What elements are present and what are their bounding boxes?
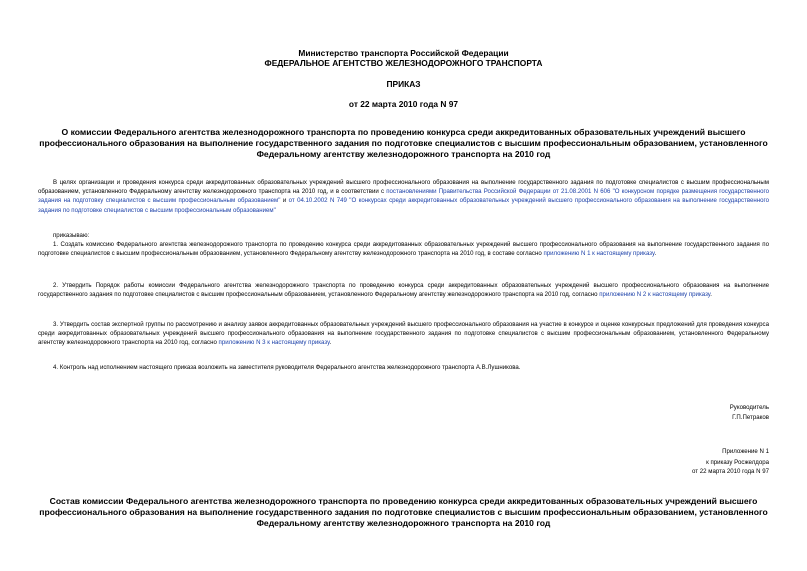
appendix-2-link[interactable]: приложению N 2 к настоящему приказу xyxy=(599,291,711,299)
order-item-text: 1. Создать комиссию Федерального агентства железнодорожного транспорта по проведению конкурса среди аккредитованных образовательных учреждений высшего профессионального образования на выполнение государственного задания по подготовке специалистов с высшим профессиональным образованием, установленного Федеральному агентству железнодорожного транспорта на 2010 год, в составе согласно xyxy=(38,241,769,258)
order-item-text: 2. Утвердить Порядок работы комиссии Федерального агентства железнодорожного транспорта по проведению конкурса среди аккредитованных образовательных учреждений высшего профессионального образования на выполнение государственного задания по подготовке специалистов с высшим профессиональным образованием, установленного Федеральному агентству железнодорожного транспорта на 2010 год, согласно xyxy=(38,282,769,299)
document-date: от 22 марта 2010 года N 97 xyxy=(348,99,459,109)
order-item-end: . xyxy=(654,250,657,258)
intro-text-1: В целях организации и проведения конкурса среди аккредитованных образовательных учреждений высшего профессионального образования на выполнение государственного задания по подготовке специалистов с высшим профессиональным образованием, установленного Федеральному агентству железнодорожного транспорта на 2010 год, и в соответствии с xyxy=(38,179,769,196)
order-item-text: 4. Контроль над исполнением настоящего приказа возложить на заместителя руководителя Федерального агентства железнодорожного транспорта А.В.Лушникова. xyxy=(53,364,521,371)
document-title: О комиссии Федерального агентства железнодорожного транспорта по проведению конкурса среди аккредитованных образовательных учреждений высшего профессионального образования на выполнение государственного задания по подготовке специалистов с высшим профессиональным образованием, установленного Федеральному агентству железнодорожного транспорта на 2010 год xyxy=(39,127,768,159)
appendix-1-link[interactable]: приложению N 1 к настоящему приказу xyxy=(543,250,655,258)
appendix-label: Приложение N 1 xyxy=(722,448,769,455)
appendix-order-ref: к приказу Росжелдора xyxy=(706,459,769,466)
order-item-3 xyxy=(38,320,769,348)
ministry-name: Министерство транспорта Российской Федерации xyxy=(298,48,509,58)
order-item-1 xyxy=(38,240,769,258)
order-item-4 xyxy=(38,363,769,372)
order-word: приказываю: xyxy=(53,232,90,239)
signature-position: Руководитель xyxy=(729,404,769,411)
appendix-3-link[interactable]: приложению N 3 к настоящему приказу xyxy=(218,339,330,347)
appendix-title: Состав комиссии Федерального агентства железнодорожного транспорта по проведению конкурса среди аккредитованных образовательных учреждений высшего профессионального образования на выполнение государственного задания по подготовке специалистов с высшим профессиональным образованием, установленного Федеральному агентству железнодорожного транспорта на 2010 год xyxy=(39,496,768,528)
intro-text-2: и xyxy=(280,197,289,205)
government-decree-606-link[interactable]: постановлениями Правительства Российской Федерации от 21.08.2001 N 606 "О конкурсном порядке размещения государственного задания на подготовку специалистов с высшим профессиональным образованием" xyxy=(38,188,769,205)
intro-paragraph xyxy=(38,178,769,215)
agency-name: ФЕДЕРАЛЬНОЕ АГЕНТСТВО ЖЕЛЕЗНОДОРОЖНОГО ТРАНСПОРТА xyxy=(264,58,543,68)
appendix-order-date: от 22 марта 2010 года N 97 xyxy=(692,468,769,475)
order-item-text: 3. Утвердить состав экспертной группы по рассмотрению и анализу заявок аккредитованных образовательных учреждений высшего профессионального образования на участие в конкурсе и оценке конкурсных предложений для проведения конкурса среди аккредитованных образовательных учреждений высшего профессионального образования на выполнение государственного задания по подготовке специалистов с высшим профессиональным образованием, установленного Федеральному агентству железнодорожного транспорта на 2010 год, согласно xyxy=(38,321,769,347)
document-type: ПРИКАЗ xyxy=(386,79,421,89)
order-item-end: . xyxy=(329,339,332,347)
government-decree-749-link[interactable]: от 04.10.2002 N 749 "О конкурсах среди аккредитованных образовательных учреждений высшего профессионального образования на выполнение государственного задания по подготовке специалистов с высшим профессиональным образованием" xyxy=(38,197,770,214)
order-item-end: . xyxy=(710,291,712,299)
signature-name: Г.П.Петраков xyxy=(732,414,769,421)
order-item-2 xyxy=(38,281,769,299)
